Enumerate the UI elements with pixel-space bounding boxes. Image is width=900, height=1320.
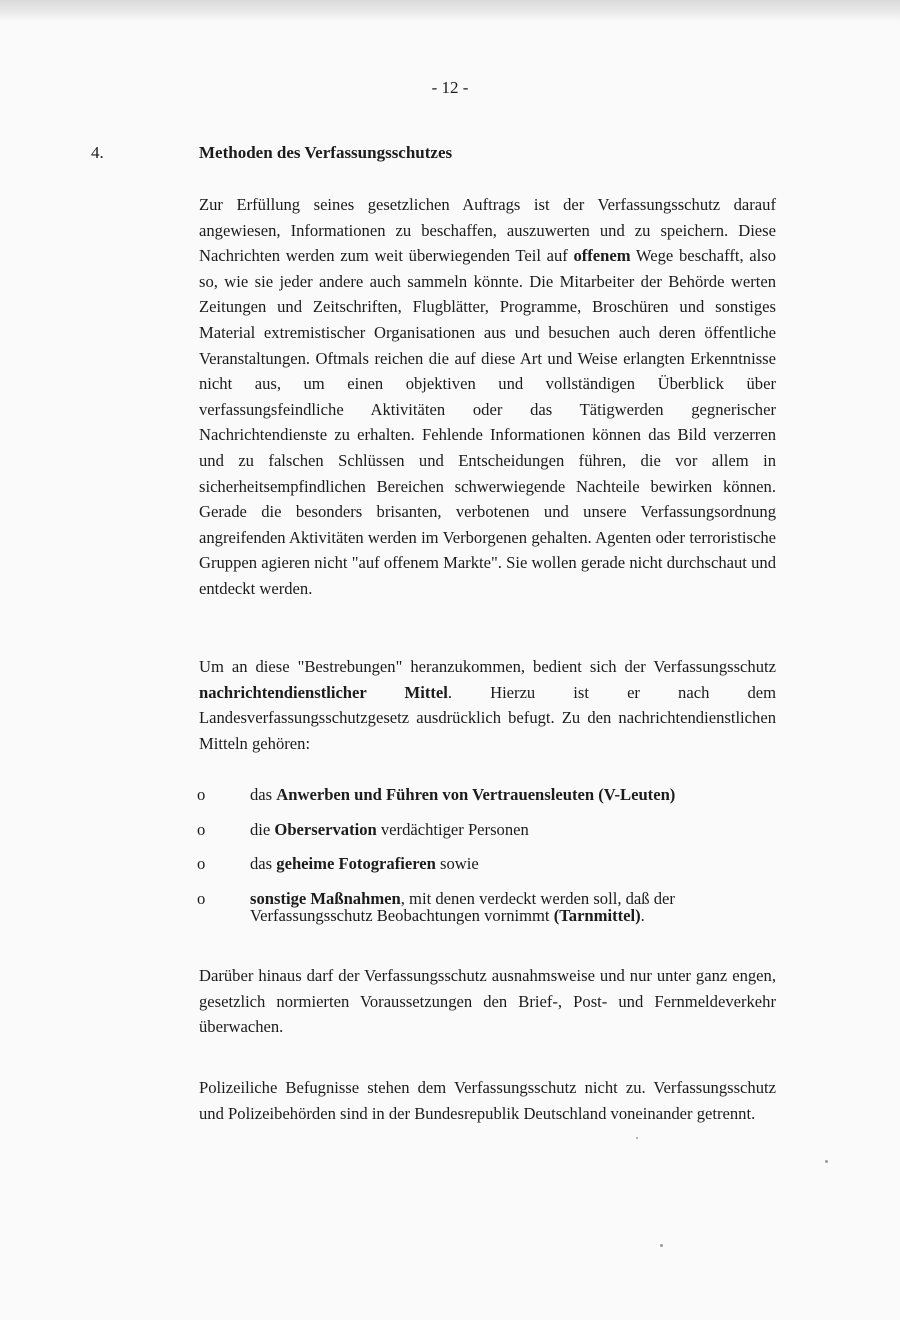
scan-speck bbox=[825, 1160, 828, 1163]
paragraph-mail-surveillance: Darüber hinaus darf der Verfassungsschutz ausnahmsweise und nur unter ganz engen, gesetzlich normierten Voraussetzungen den Brief-, Post- und Fernmeldeverkehr überwachen. bbox=[199, 966, 776, 1037]
paragraph-text: Zur Erfüllung seines gesetzlichen Auftrags ist der Verfassungsschutz darauf angewiesen, Informationen zu beschaffen, auszuwerten und zu speichern. Diese Nachrichten werden zum weit überwiegenden Teil auf bbox=[199, 195, 776, 266]
section-number: 4. bbox=[91, 143, 104, 162]
item-emphasis: sonstige Maßnahmen bbox=[250, 889, 401, 908]
page-number: - 12 - bbox=[431, 78, 469, 97]
paragraph-information-gathering bbox=[199, 192, 776, 602]
item-emphasis: geheime Fotografieren bbox=[276, 854, 436, 873]
scan-speck bbox=[660, 1244, 663, 1247]
list-item-text bbox=[250, 890, 778, 924]
bullet: o bbox=[197, 889, 206, 908]
scan-edge-shadow bbox=[0, 0, 900, 22]
item-suffix: , mit denen verdeckt werden soll, daß der Verfassungsschutz Beobachtungen vornimmt bbox=[250, 889, 675, 925]
list-item-text bbox=[250, 821, 778, 838]
paragraph-intelligence-means bbox=[199, 654, 776, 756]
scan-speck bbox=[636, 1137, 638, 1139]
paragraph-text: . Hierzu ist er nach dem Landesverfassungsschutzgesetz ausdrücklich befugt. Zu den nachrichtendienstlichen Mitteln gehören: bbox=[199, 682, 777, 753]
item-emphasis-tarnmittel: (Tarnmittel) bbox=[553, 906, 641, 925]
item-prefix: das bbox=[250, 785, 277, 804]
item-suffix: . bbox=[640, 906, 645, 925]
list-item-text bbox=[250, 855, 778, 872]
paragraph-police-separation: Polizeiliche Befugnisse stehen dem Verfassungsschutz nicht zu. Verfassungsschutz und Polizeibehörden sind in der Bundesrepublik Deutschland voneinander getrennt. bbox=[199, 1078, 776, 1123]
item-prefix: die bbox=[250, 820, 275, 839]
item-prefix: das bbox=[250, 854, 277, 873]
emphasis-means: nachrichtendienstlicher Mittel bbox=[199, 682, 448, 702]
emphasis-offenem: offenem bbox=[573, 246, 631, 266]
bullet: o bbox=[197, 820, 206, 839]
list-item-text bbox=[250, 786, 778, 803]
bullet: o bbox=[197, 854, 206, 873]
paragraph-text: Um an diese "Bestrebungen" heranzukommen, bedient sich der Verfassungsschutz bbox=[199, 657, 776, 676]
paragraph-text: Wege beschafft, also so, wie sie jeder andere auch sammeln könnte. Die Mitarbeiter der Behörde werten Zeitungen und Zeitschriften, Flugblätter, Programme, Broschüren und sonstiges Material extremistischer Organisationen aus und besuchen auch deren öffentliche Veranstaltungen. Oftmals reichen die auf diese Art und Weise erlangten Erkenntnisse nicht aus, um einen objektiven und vollständigen Überblick über verfassungsfeindliche Aktivitäten oder das Tätigwerden gegnerischer Nachrichtendienste zu erhalten. Fehlende Informationen können das Bild verzerren und zu falschen Schlüssen und Entscheidungen führen, die vor allem in sicherheitsempfindlichen Bereichen schwerwiegende Nachteile bewirken können. Gerade die besonders brisanten, verbotenen und unsere Verfassungsordnung angreifenden Aktivitäten werden im Verborgenen gehalten. Agenten oder terroristische Gruppen agieren nicht "auf offenem Markte". Sie wollen gerade nicht durchschaut und entdeckt werden. bbox=[199, 246, 776, 598]
item-emphasis: Anwerben und Führen von Vertrauensleuten (V-Leuten) bbox=[276, 785, 676, 804]
section-title: Methoden des Verfassungsschutzes bbox=[199, 143, 453, 162]
item-suffix: sowie bbox=[435, 854, 479, 873]
bullet: o bbox=[197, 785, 206, 804]
item-emphasis: Oberservation bbox=[274, 820, 377, 839]
item-suffix: verdächtiger Personen bbox=[376, 820, 529, 839]
